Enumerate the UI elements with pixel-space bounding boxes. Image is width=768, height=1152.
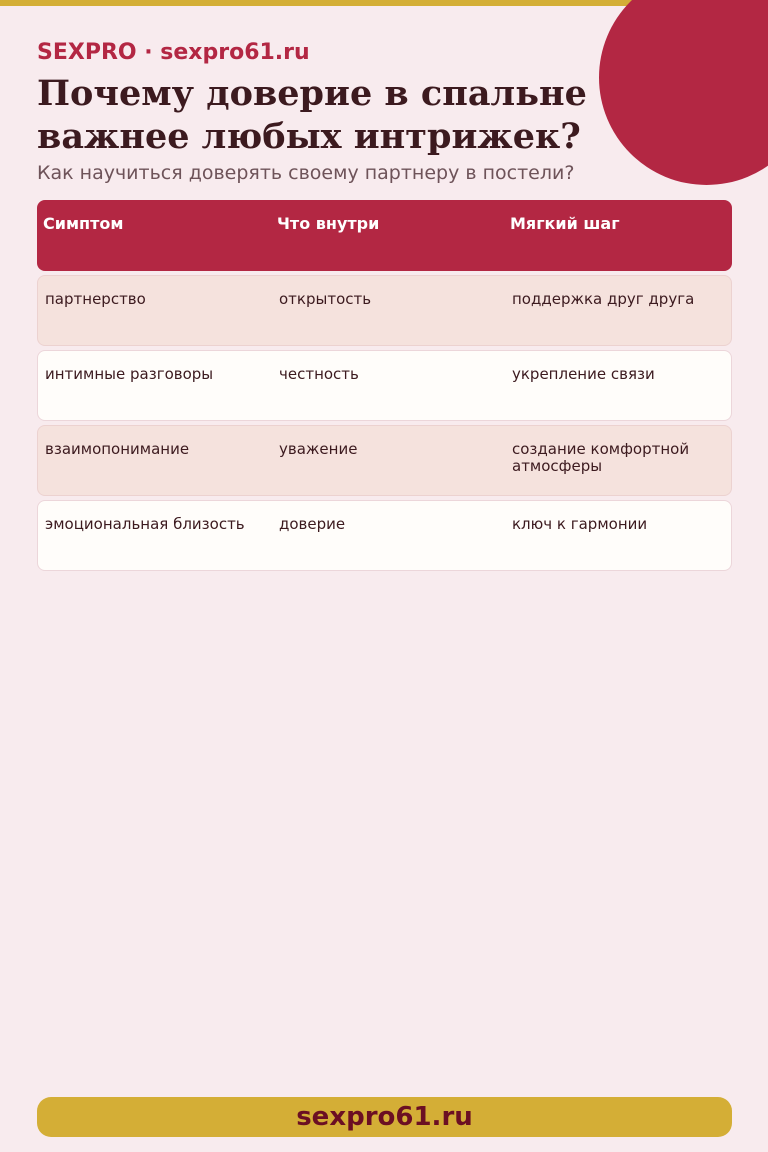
table-cell-step: поддержка друг друга: [512, 290, 695, 308]
brand-label: SEXPRO · sexpro61.ru: [37, 40, 310, 65]
table-row: [37, 275, 732, 346]
page-subtitle: Как научиться доверять своему партнеру в постели?: [37, 162, 575, 184]
table-cell-symptom: партнерство: [45, 290, 146, 308]
table-row: [37, 425, 732, 496]
table-cell-inside: открытость: [279, 290, 372, 308]
column-header-symptom: Симптом: [43, 214, 124, 233]
table-cell-inside: честность: [279, 365, 359, 383]
table-cell-step: создание комфортной атмосферы: [512, 440, 690, 475]
title-line-2: важнее любых интрижек?: [37, 116, 581, 157]
table-cell-step: укрепление связи: [512, 365, 655, 383]
footer-site-label: sexpro61.ru: [296, 1102, 473, 1132]
page-title: [37, 72, 657, 158]
table-cell-symptom: эмоциональная близость: [45, 515, 245, 533]
title-line-1: Почему доверие в спальне: [37, 73, 587, 114]
column-header-step: Мягкий шаг: [510, 214, 620, 233]
table-cell-inside: доверие: [279, 515, 346, 533]
table-row: [37, 500, 732, 571]
table-cell-symptom: взаимопонимание: [45, 440, 190, 458]
table-row: [37, 350, 732, 421]
column-header-inside: Что внутри: [277, 214, 380, 233]
footer-banner: [37, 1097, 732, 1137]
table-cell-step: ключ к гармонии: [512, 515, 648, 533]
symptom-table: [37, 200, 732, 575]
table-cell-symptom: интимные разговоры: [45, 365, 214, 383]
table-cell-inside: уважение: [279, 440, 358, 458]
table-header-row: [37, 200, 732, 271]
